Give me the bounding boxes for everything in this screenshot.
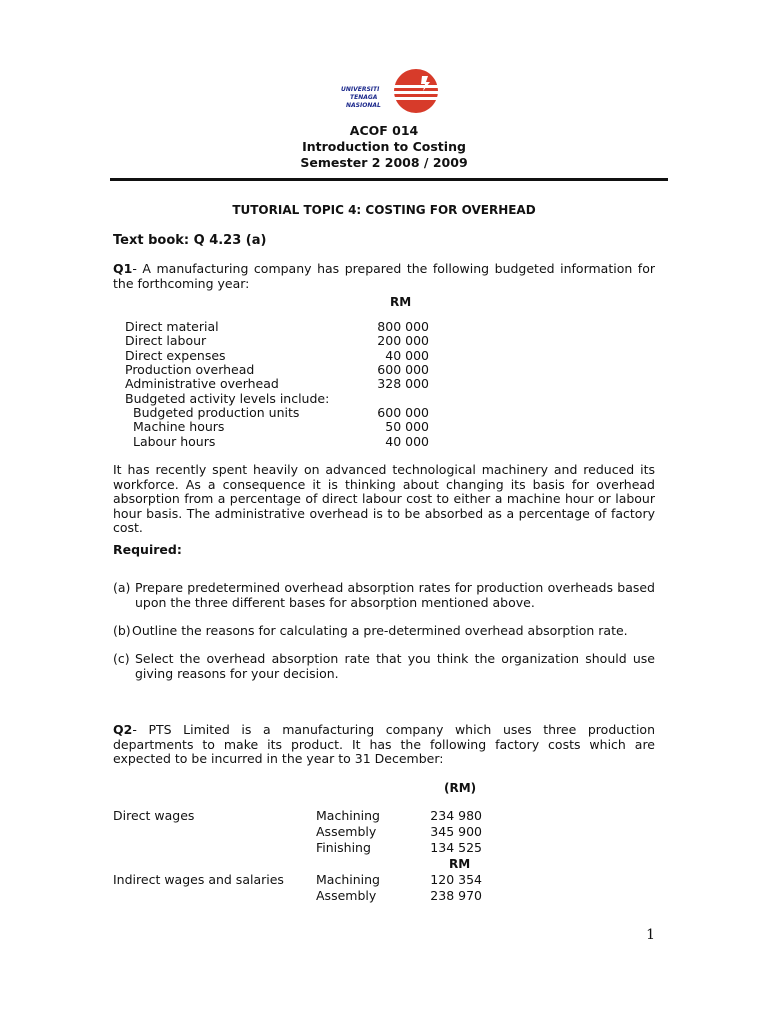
q1-row-label: Administrative overhead (125, 376, 279, 391)
q2-dept: Assembly (316, 888, 377, 903)
page-number: 1 (646, 927, 655, 943)
q1-narrative: It has recently spent heavily on advanced technological machinery and reduced its workforce. As a consequence it is thinking about changing its basis for overhead absorption from a percentage of direct labour cost to either a machine hour or labour hour basis. The administrative overhead is to be absorbed as a percentage of factory cost. (113, 462, 655, 535)
q2-dept: Machining (316, 808, 380, 823)
q1-row-label: Labour hours (133, 434, 216, 449)
q1-row-value: 40 000 (385, 434, 429, 449)
q1-label: Q1 (113, 261, 133, 276)
part-text: Outline the reasons for calculating a pre-determined overhead absorption rate. (132, 623, 628, 638)
part-label: (a) (113, 580, 131, 595)
q2-currency-header: (RM) (444, 781, 477, 795)
q2-dept: Machining (316, 872, 380, 887)
question-part-c (113, 651, 655, 681)
part-label: (c) (113, 651, 130, 666)
question-part-a (113, 580, 655, 610)
q1-intro-text: - A manufacturing company has prepared the following budgeted information for the forthcoming year: (113, 261, 655, 291)
tutorial-topic: TUTORIAL TOPIC 4: COSTING FOR OVERHEAD (232, 203, 536, 217)
q2-value: 238 970 (430, 888, 482, 903)
q1-row-label: Production overhead (125, 362, 255, 377)
q1-row-value: 800 000 (377, 319, 429, 334)
q1-row-value: 600 000 (377, 362, 429, 377)
q2-intro (113, 723, 655, 767)
q2-intro-text: - PTS Limited is a manufacturing company which uses three production departments to make its product. It has the following factory costs which are expected to be incurred in the year to 31 December: (113, 722, 655, 766)
logo-text-2: TENAGA (350, 94, 378, 101)
q2-value: 120 354 (430, 872, 482, 887)
part-label: (b) (113, 623, 131, 638)
q2-dept: Finishing (316, 840, 371, 855)
textbook-reference: Text book: Q 4.23 (a) (113, 233, 267, 248)
q1-currency-header: RM (390, 295, 412, 309)
q1-row-label: Budgeted production units (133, 405, 300, 420)
logo-text-1: UNIVERSITI (341, 86, 380, 93)
q2-value: 345 900 (430, 824, 482, 839)
question-part-b (113, 623, 655, 639)
header-divider (110, 178, 668, 181)
course-code: ACOF 014 (349, 123, 419, 138)
q2-value: 134 525 (430, 840, 482, 855)
q1-row-label: Direct labour (125, 333, 207, 348)
part-text: Select the overhead absorption rate that you think the organization should use giving reasons for your decision. (135, 651, 655, 681)
q1-row-label: Machine hours (133, 419, 225, 434)
course-name: Introduction to Costing (302, 139, 466, 154)
q1-row-value: 328 000 (377, 376, 429, 391)
q1-row-label: Direct expenses (125, 348, 226, 363)
q1-intro (113, 262, 655, 291)
q2-item: Indirect wages and salaries (113, 872, 284, 887)
q2-label: Q2 (113, 722, 133, 737)
logo-text-3: NASIONAL (346, 102, 381, 109)
university-logo (338, 68, 442, 114)
q1-row-label: Budgeted activity levels include: (125, 391, 330, 406)
q1-row-label: Direct material (125, 319, 219, 334)
q1-row-value: 200 000 (377, 333, 429, 348)
q2-currency-subheader: RM (449, 857, 471, 871)
q2-item: Direct wages (113, 808, 195, 823)
semester: Semester 2 2008 / 2009 (300, 155, 468, 170)
q1-row-value: 50 000 (385, 419, 429, 434)
part-text: Prepare predetermined overhead absorption rates for production overheads based upon the three different bases for absorption mentioned above. (135, 580, 655, 610)
q1-row-value: 600 000 (377, 405, 429, 420)
q2-value: 234 980 (430, 808, 482, 823)
q2-dept: Assembly (316, 824, 377, 839)
required-heading: Required: (113, 542, 182, 557)
q1-row-value: 40 000 (385, 348, 429, 363)
